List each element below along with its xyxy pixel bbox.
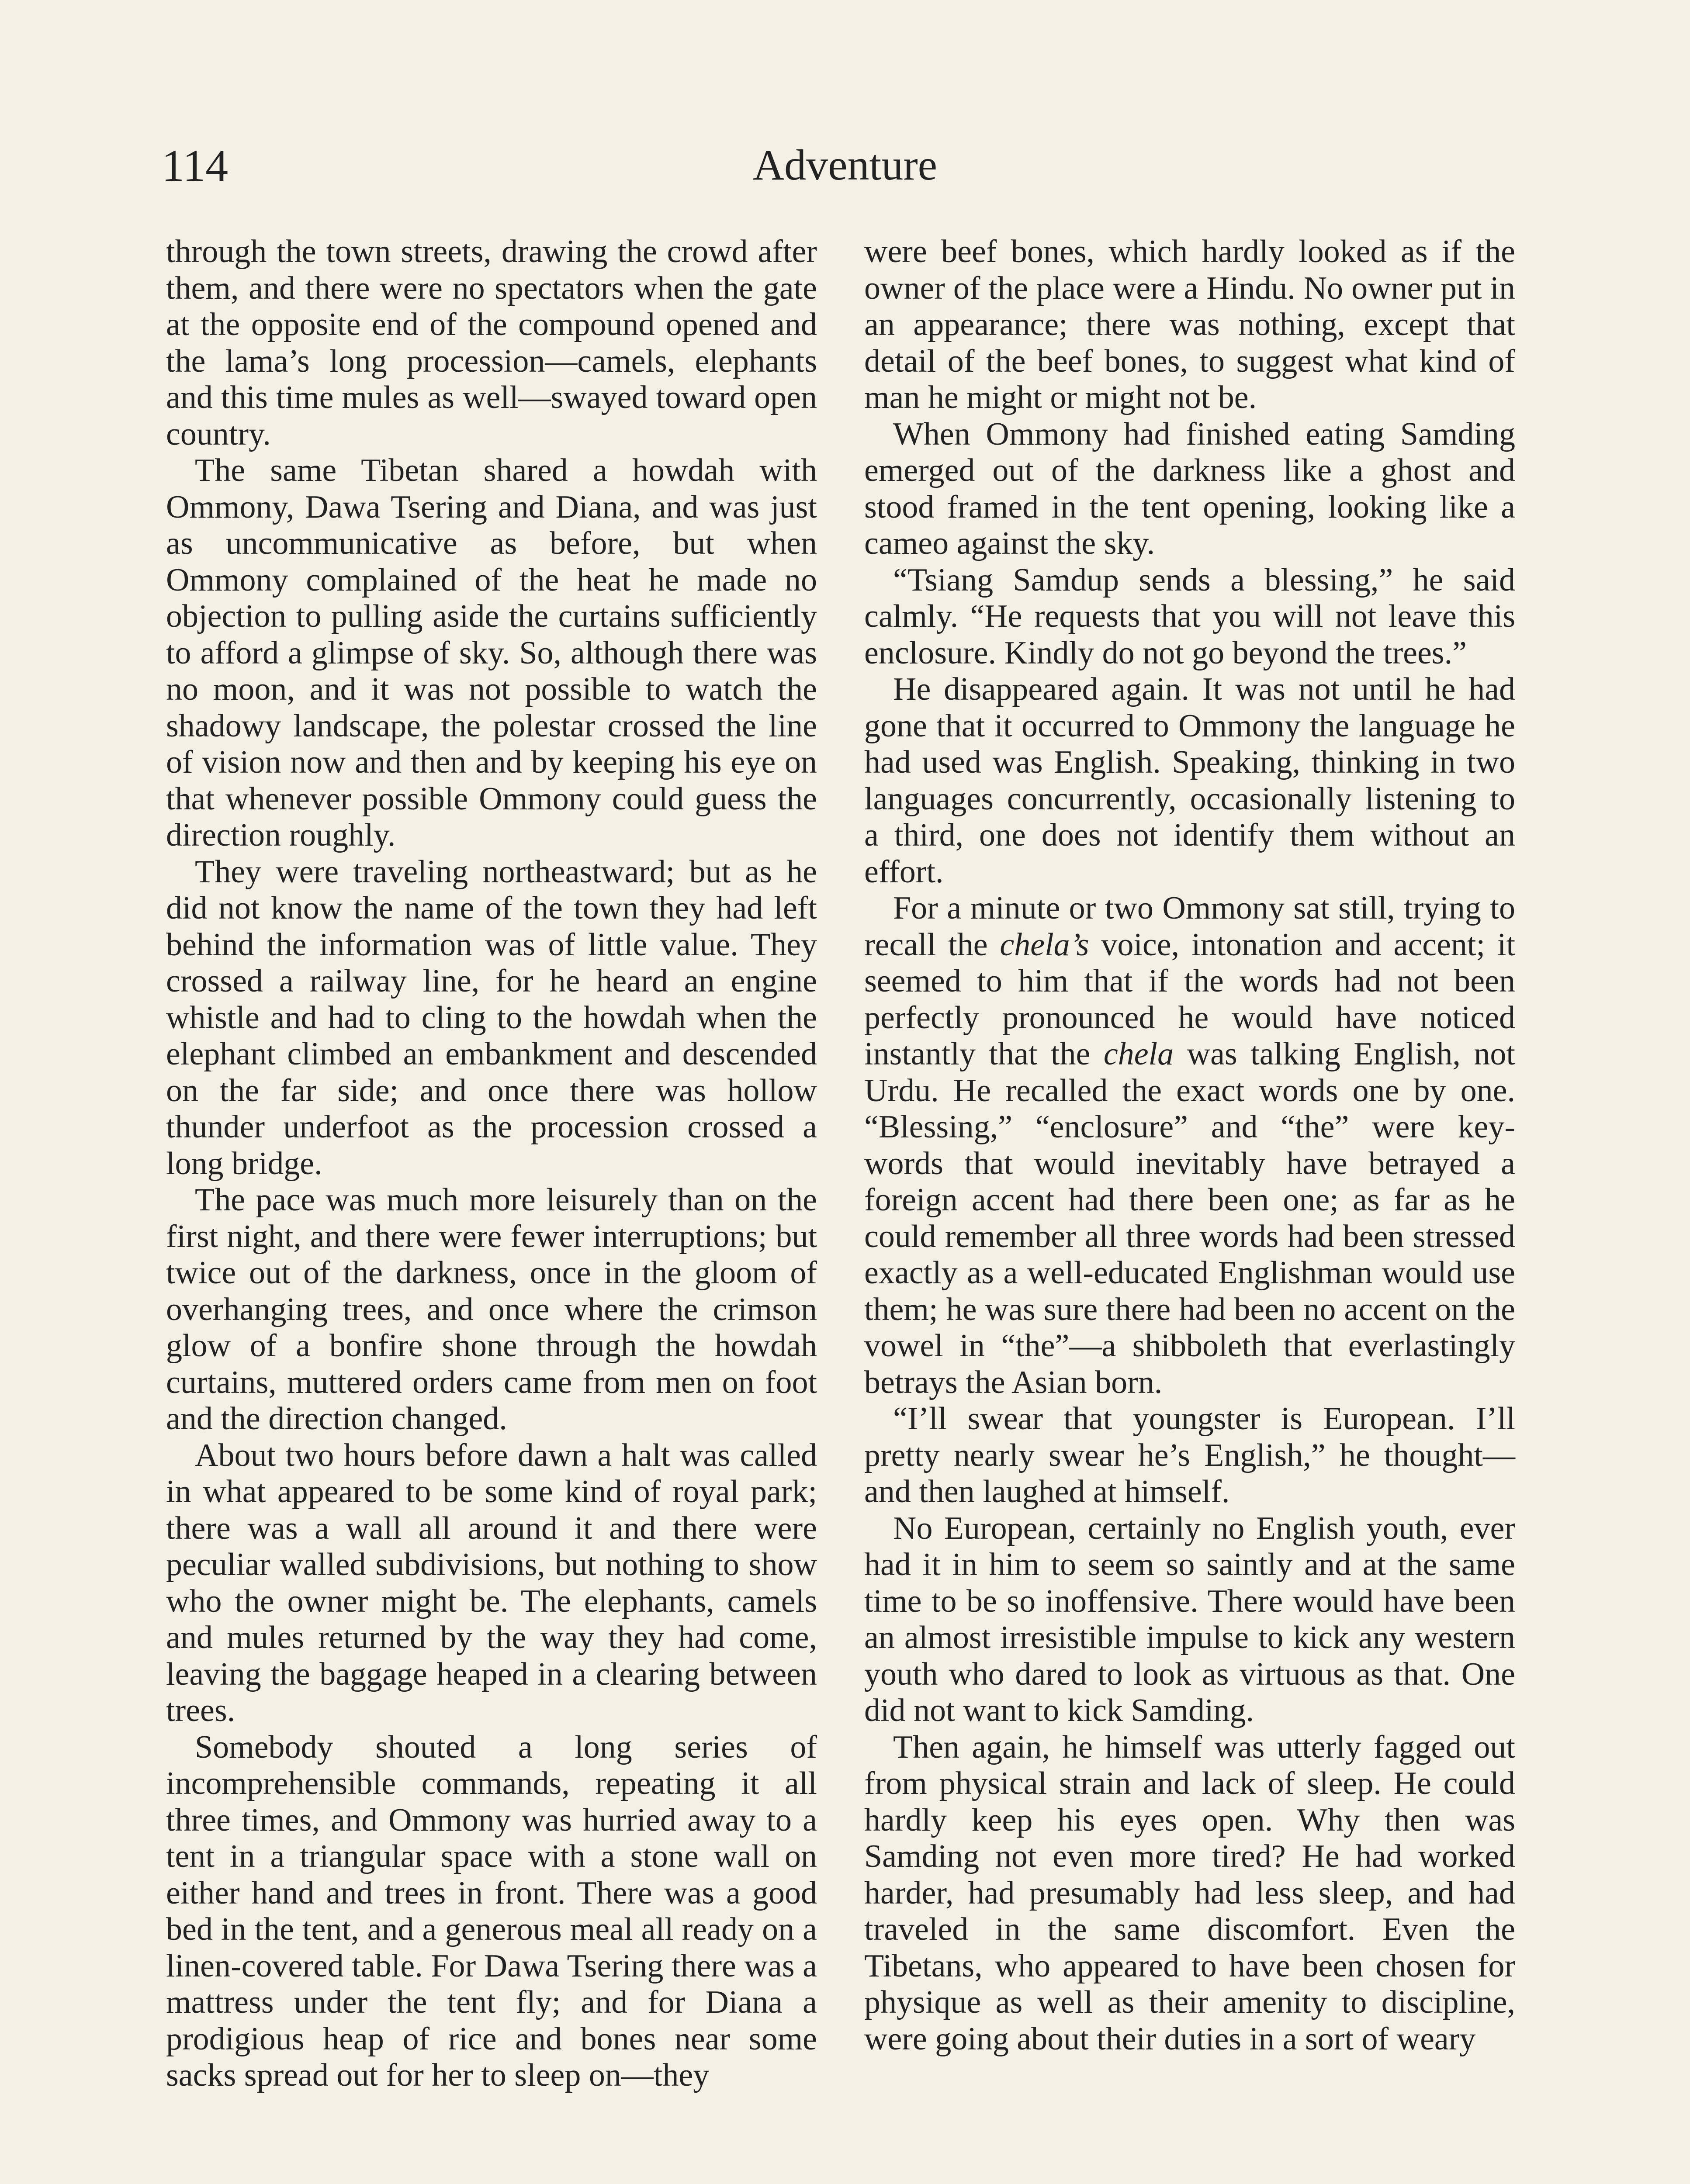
- paragraph: No European, certainly no English youth, ever had it in him to seem so saintly and at the same time to be so inoffensive. There would have been an almost irresistible impulse to kick any western youth who dared to look as virtuous as that. One did not want to kick Samding.: [864, 1510, 1515, 1728]
- running-head: Adventure: [752, 141, 938, 189]
- text-run: voice, intonation and accent; it seemed to him that if the words had not been perfectly pronounced he would have noticed instantly that the: [864, 926, 1515, 1072]
- paragraph: Then again, he himself was utterly fagged out from physical strain and lack of sleep. He could hardly keep his eyes open. Why then was Samding not even more tired? He had worked harder, had presumably had less sleep, and had traveled in the same discomfort. Even the Tibetans, who appeared to have been chosen for physique as well as their amenity to discipline, were going about their duties in a sort of weary: [864, 1729, 1515, 2057]
- right-column: [864, 234, 1515, 2057]
- text-run: was talking English, not Urdu. He recalled the exact words one by one. “Blessing,” “enclosure” and “the” were key-words that would inevitably have betrayed a foreign accent had there been one; as far as he could remember all three words had been stressed exactly as a well-educated Englishman would use them; he was sure there had been no accent on the vowel in “the”—a shibboleth that everlastingly betrays the Asian born.: [864, 1036, 1515, 1400]
- page-header: [0, 140, 1690, 192]
- paragraph: “Tsiang Samdup sends a blessing,” he said calmly. “He requests that you will not leave this enclosure. Kindly do not go beyond the trees.”: [864, 562, 1515, 671]
- paragraph: When Ommony had finished eating Samding emerged out of the darkness like a ghost and stood framed in the tent opening, looking like a cameo against the sky.: [864, 416, 1515, 561]
- paragraph: were beef bones, which hardly looked as if the owner of the place were a Hindu. No owner put in an appearance; there was nothing, except that detail of the beef bones, to suggest what kind of man he might or might not be.: [864, 234, 1515, 415]
- left-column: [166, 234, 817, 2094]
- paragraph: About two hours before dawn a halt was called in what appeared to be some kind of royal park; there was a wall all around it and there were peculiar walled subdivisions, but nothing to show who the owner might be. The elephants, camels and mules returned by the way they had come, leaving the baggage heaped in a clearing between trees.: [166, 1437, 817, 1728]
- paragraph: “I’ll swear that youngster is European. I’ll pretty nearly swear he’s English,” he thought—and then laughed at himself.: [864, 1401, 1515, 1510]
- paragraph: The same Tibetan shared a howdah with Ommony, Dawa Tsering and Diana, and was just as uncommunicative as before, but when Ommony complained of the heat he made no objection to pulling aside the curtains sufficiently to afford a glimpse of sky. So, although there was no moon, and it was not possible to watch the shadowy landscape, the polestar crossed the line of vision now and then and by keeping his eye on that whenever possible Ommony could guess the direction roughly.: [166, 453, 817, 853]
- paragraph: The pace was much more leisurely than on the first night, and there were fewer interruptions; but twice out of the darkness, once in the gloom of overhanging trees, and once where the crimson glow of a bonfire shone through the howdah curtains, muttered orders came from men on foot and the direction changed.: [166, 1182, 817, 1437]
- page-number: 114: [162, 141, 229, 191]
- paragraph: They were traveling northeastward; but as he did not know the name of the town they had left behind the information was of little value. They crossed a railway line, for he heard an engine whistle and had to cling to the howdah when the elephant climbed an embankment and descended on the far side; and once there was hollow thunder underfoot as the procession crossed a long bridge.: [166, 854, 817, 1182]
- paragraph: through the town streets, drawing the crowd after them, and there were no spectators when the gate at the opposite end of the compound opened and the lama’s long procession—camels, elephants and this time mules as well—swayed toward open country.: [166, 234, 817, 452]
- paragraph: [864, 890, 1515, 1401]
- paragraph: He disappeared again. It was not until he had gone that it occurred to Ommony the language he had used was English. Speaking, thinking in two languages concurrently, occasionally listening to a third, one does not identify them without an effort.: [864, 671, 1515, 890]
- paragraph: Somebody shouted a long series of incomprehensible commands, repeating it all three times, and Ommony was hurried away to a tent in a triangular space with a stone wall on either hand and trees in front. There was a good bed in the tent, and a generous meal all ready on a linen-covered table. For Dawa Tsering there was a mattress under the tent fly; and for Diana a prodigious heap of rice and bones near some sacks spread out for her to sleep on—they: [166, 1729, 817, 2093]
- italic-term: chela’s: [1000, 926, 1089, 963]
- text-run: For a minute or two Ommony sat still, trying to recall the: [864, 890, 1515, 963]
- italic-term: chela: [1103, 1036, 1174, 1072]
